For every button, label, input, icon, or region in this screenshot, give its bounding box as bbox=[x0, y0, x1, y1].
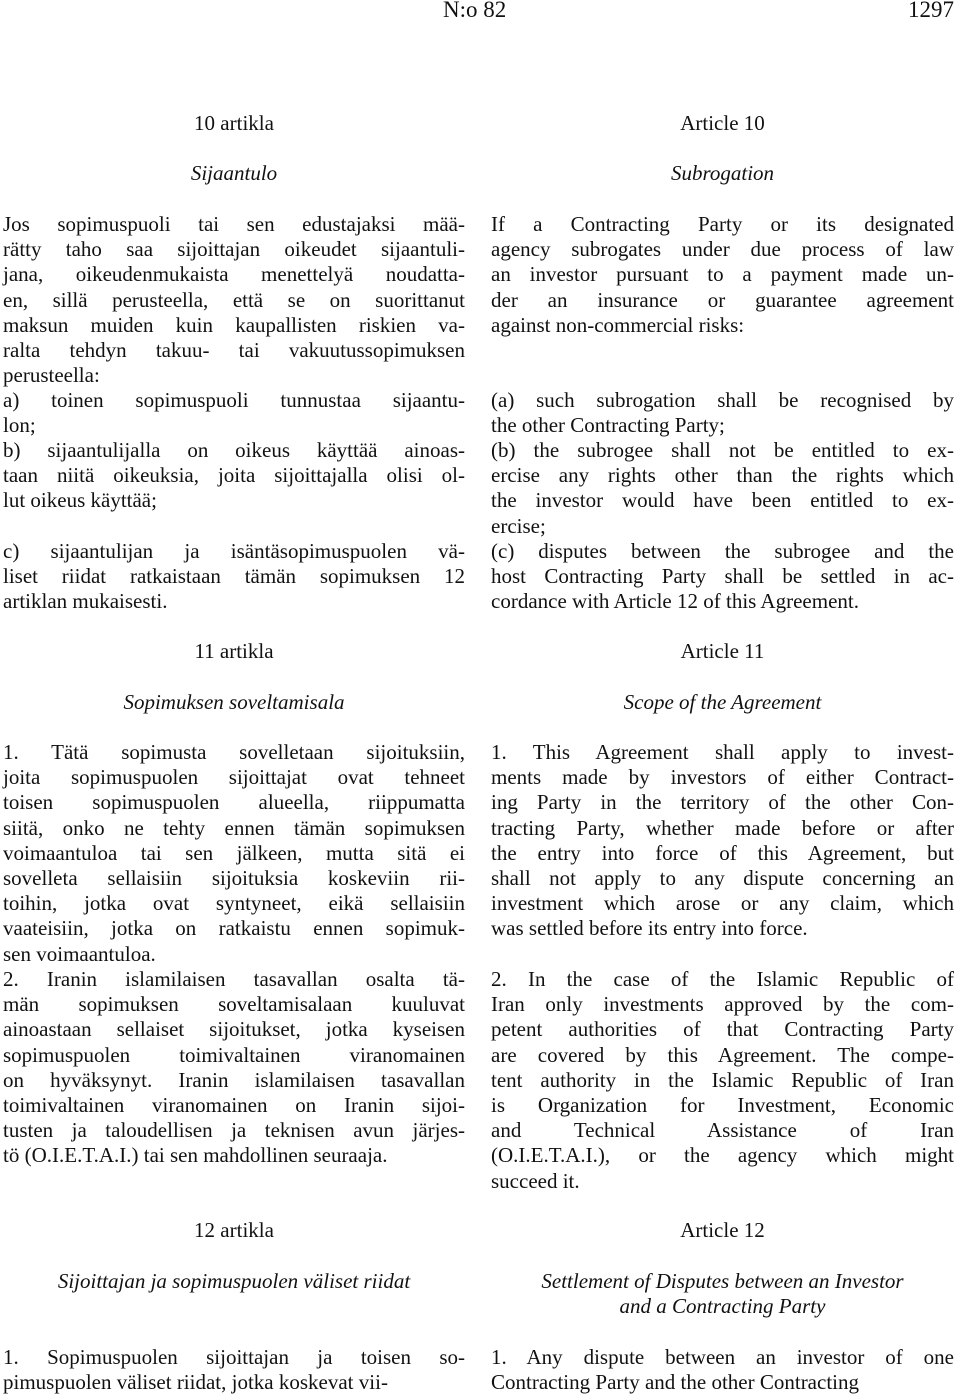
text-line: the entry into force of this Agreement, but bbox=[491, 840, 954, 865]
text-line: tusten ja taloudellisen ja teknisen avun järjes- bbox=[3, 1118, 465, 1143]
article-heading: 12 artikla bbox=[194, 1218, 274, 1242]
text-line: ing Party in the territory of the other Con- bbox=[491, 790, 954, 815]
text-line: pimuspuolen väliset riidat, jotka koskevat vii- bbox=[3, 1370, 388, 1395]
paragraph bbox=[491, 539, 954, 615]
article-title-line: Settlement of Disputes between an Investor bbox=[541, 1269, 904, 1293]
article-heading: Article 10 bbox=[680, 111, 765, 135]
text-line: cordance with Article 12 of this Agreement. bbox=[491, 589, 859, 614]
text-line: taan niitä oikeuksia, joita sijoittajalla olisi ol- bbox=[3, 463, 465, 488]
text-line: (b) the subrogee shall not be entitled to ex- bbox=[491, 438, 954, 462]
text-line: Iran only investments approved by the com- bbox=[491, 992, 954, 1017]
text-line: 2. In the case of the Islamic Republic of bbox=[491, 967, 954, 991]
text-line: (c) disputes between the subrogee and the bbox=[491, 539, 954, 563]
paragraph bbox=[3, 539, 465, 615]
text-line: Contracting Party and the other Contracting bbox=[491, 1370, 859, 1395]
text-line: ercise; bbox=[491, 513, 546, 538]
paragraph bbox=[3, 388, 465, 438]
paragraph bbox=[491, 388, 954, 438]
text-line: maksun muiden kuin kaupallisten riskien va- bbox=[3, 312, 465, 337]
text-line: investment which arose or any claim, which bbox=[491, 891, 954, 916]
text-line: petent authorities of that Contracting Party bbox=[491, 1017, 954, 1042]
text-line: and Technical Assistance of Iran bbox=[491, 1118, 954, 1143]
paragraph bbox=[3, 438, 465, 514]
article-title-line: and a Contracting Party bbox=[619, 1294, 826, 1319]
text-line: was settled before its entry into force. bbox=[491, 916, 808, 941]
text-line: b) sijaantulijalla on oikeus käyttää ainoas- bbox=[3, 438, 465, 462]
text-line: the other Contracting Party; bbox=[491, 413, 725, 438]
text-line: ments made by investors of either Contract- bbox=[491, 765, 954, 790]
text-line: 1. Sopimuspuolen sijoittajan ja toisen so- bbox=[3, 1345, 465, 1369]
text-line: der an insurance or guarantee agreement bbox=[491, 287, 954, 312]
text-line: ercise any rights other than the rights which bbox=[491, 463, 954, 488]
text-line: (a) such subrogation shall be recognised by bbox=[491, 388, 954, 412]
paragraph bbox=[491, 967, 954, 1194]
text-line: 2. Iranin islamilaisen tasavallan osalta tä- bbox=[3, 967, 465, 991]
text-line: are covered by this Agreement. The compe- bbox=[491, 1042, 954, 1067]
text-line: succeed it. bbox=[491, 1168, 580, 1193]
text-line: shall not apply to any dispute concerning an bbox=[491, 865, 954, 890]
article-heading: Article 11 bbox=[680, 639, 765, 663]
text-line: män sopimuksen soveltamisalaan kuuluvat bbox=[3, 992, 465, 1017]
text-line: host Contracting Party shall be settled in ac- bbox=[491, 564, 954, 589]
text-line: ainoastaan sellaiset sijoitukset, jotka kyseisen bbox=[3, 1017, 465, 1042]
text-line: ralta tehdyn takuu- tai vakuutussopimuksen bbox=[3, 337, 465, 362]
text-line: vaateisiin, jotka on ratkaistu ennen sopimuk- bbox=[3, 916, 465, 941]
text-line: on hyväksynyt. Iranin islamilaisen tasavallan bbox=[3, 1067, 465, 1092]
article-heading: 10 artikla bbox=[194, 111, 274, 135]
text-line: lut oikeus käyttää; bbox=[3, 488, 157, 513]
issue-number: N:o 82 bbox=[443, 0, 507, 22]
text-line: jana, oikeudenmukaista menettelyä noudatta- bbox=[3, 262, 465, 287]
text-line: voimaantuloa tai sen jälkeen, mutta sitä ei bbox=[3, 840, 465, 865]
text-line: rätty taho saa sijoittajan oikeudet sijaantuli- bbox=[3, 237, 465, 262]
paragraph bbox=[3, 967, 465, 1169]
text-line: siitä, onko ne tehty ennen tämän sopimuksen bbox=[3, 815, 465, 840]
paragraph bbox=[491, 1345, 954, 1395]
text-line: lon; bbox=[3, 413, 36, 438]
text-line: against non-commercial risks: bbox=[491, 312, 745, 337]
text-line: artiklan mukaisesti. bbox=[3, 589, 168, 614]
paragraph bbox=[491, 212, 954, 338]
article-title: Scope of the Agreement bbox=[623, 690, 822, 714]
text-line: tö (O.I.E.T.A.I.) tai sen mahdollinen seuraaja. bbox=[3, 1143, 388, 1168]
article-title: Sopimuksen soveltamisala bbox=[123, 690, 345, 714]
text-line: the investor would have been entitled to ex- bbox=[491, 488, 954, 513]
article-heading: Article 12 bbox=[680, 1218, 765, 1242]
page-number: 1297 bbox=[908, 0, 954, 22]
text-line: If a Contracting Party or its designated bbox=[491, 212, 954, 236]
paragraph bbox=[3, 212, 465, 388]
text-line: en, sillä perusteella, että se on suorittanut bbox=[3, 287, 465, 312]
text-line: c) sijaantulijan ja isäntäsopimuspuolen vä- bbox=[3, 539, 465, 563]
text-line: liset riidat ratkaistaan tämän sopimuksen 12 bbox=[3, 564, 465, 589]
text-line: toihin, jotka ovat syntyneet, eikä sellaisiin bbox=[3, 891, 465, 916]
text-line: agency subrogates under due process of law bbox=[491, 237, 954, 262]
text-line: Jos sopimuspuoli tai sen edustajaksi mää- bbox=[3, 212, 465, 236]
text-line: an investor pursuant to a payment made un- bbox=[491, 262, 954, 287]
text-line: joita sopimuspuolen sijoittajat ovat tehneet bbox=[3, 765, 465, 790]
text-line: (O.I.E.T.A.I.), or the agency which might bbox=[491, 1143, 954, 1168]
text-line: sovelleta sellaisiin sijoituksia koskeviin rii- bbox=[3, 865, 465, 890]
article-title: Subrogation bbox=[670, 161, 775, 185]
text-line: 1. This Agreement shall apply to invest- bbox=[491, 740, 954, 764]
article-title: Sijaantulo bbox=[190, 161, 278, 185]
text-line: tent authority in the Islamic Republic of Iran bbox=[491, 1067, 954, 1092]
text-line: toisen sopimuspuolen alueella, riippumatta bbox=[3, 790, 465, 815]
article-heading: 11 artikla bbox=[194, 639, 274, 663]
text-line: sen voimaantuloa. bbox=[3, 941, 156, 966]
paragraph bbox=[491, 740, 954, 942]
text-line: a) toinen sopimuspuoli tunnustaa sijaantu- bbox=[3, 388, 465, 412]
text-line: sopimuspuolen toimivaltainen viranomainen bbox=[3, 1042, 465, 1067]
text-line: 1. Any dispute between an investor of one bbox=[491, 1345, 954, 1369]
paragraph bbox=[3, 1345, 465, 1395]
text-line: 1. Tätä sopimusta sovelletaan sijoituksiin, bbox=[3, 740, 465, 764]
page-header bbox=[0, 0, 960, 28]
article-title: Sijoittajan ja sopimuspuolen väliset riidat bbox=[57, 1269, 411, 1293]
paragraph bbox=[3, 740, 465, 967]
text-line: perusteella: bbox=[3, 363, 100, 388]
paragraph bbox=[491, 438, 954, 539]
article-title bbox=[491, 1269, 954, 1319]
text-line: toimivaltainen viranomainen on Iranin sijoi- bbox=[3, 1092, 465, 1117]
text-line: is Organization for Investment, Economic bbox=[491, 1092, 954, 1117]
text-line: tracting Party, whether made before or after bbox=[491, 815, 954, 840]
